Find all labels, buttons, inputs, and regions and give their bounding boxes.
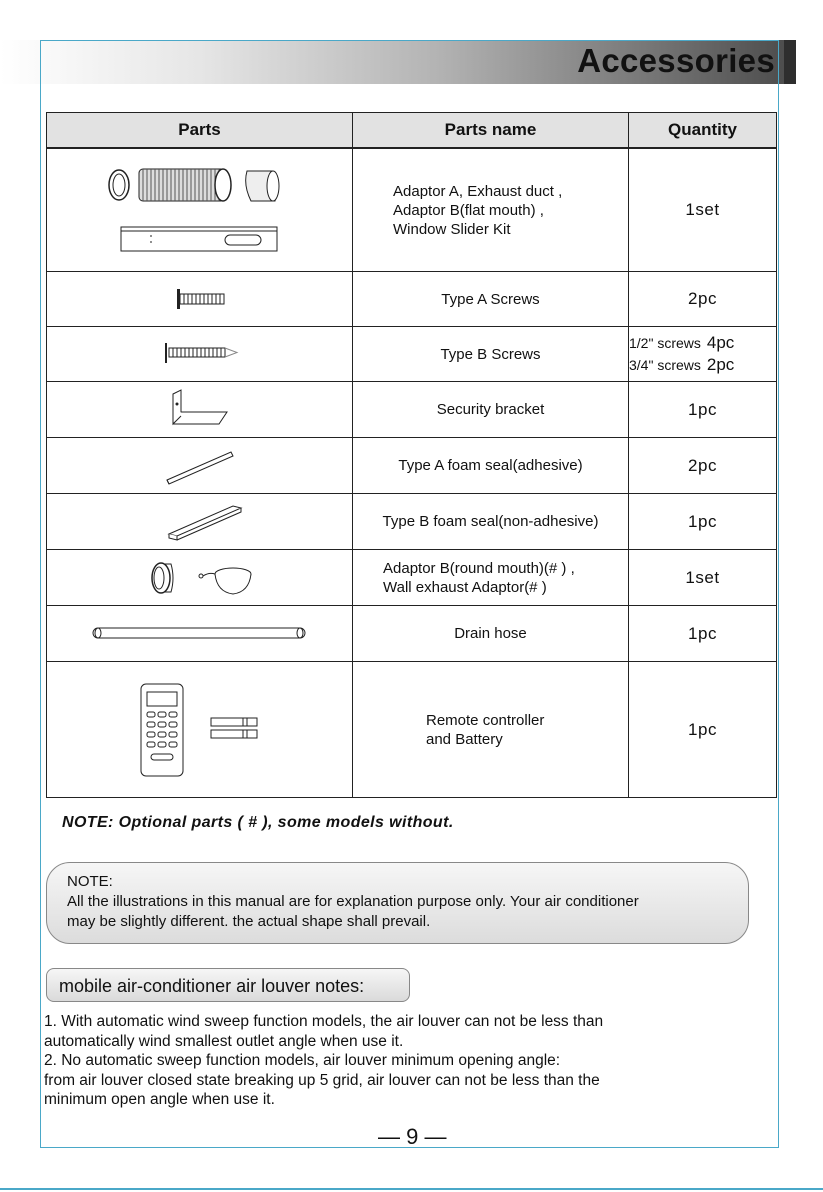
part-illustration: [47, 148, 353, 272]
part-quantity: 2pc: [629, 438, 777, 494]
page-title: Accessories: [577, 42, 775, 79]
part-quantity: 1pc: [629, 494, 777, 550]
part-name: Type A Screws: [353, 272, 629, 327]
round-adaptor-icon: [47, 550, 353, 605]
header-parts-name: Parts name: [353, 113, 629, 149]
table-row: [47, 662, 777, 798]
part-illustration: [47, 550, 353, 606]
part-illustration: [47, 662, 353, 798]
table-row: [47, 494, 777, 550]
security-bracket-icon: [47, 382, 353, 437]
part-illustration: [47, 327, 353, 382]
screw-b-icon: [47, 327, 353, 381]
part-illustration: [47, 494, 353, 550]
foam-seal-b-icon: [47, 494, 353, 549]
louver-notes-title: mobile air-conditioner air louver notes:: [46, 968, 410, 1002]
part-quantity: 1set: [629, 550, 777, 606]
table-row: [47, 272, 777, 327]
part-illustration: [47, 382, 353, 438]
part-illustration: [47, 438, 353, 494]
table-header-row: [47, 113, 777, 149]
table-row: [47, 438, 777, 494]
part-quantity: 2pc: [629, 272, 777, 327]
optional-parts-note: NOTE: Optional parts ( # ), some models without.: [62, 814, 454, 831]
screw-a-icon: [47, 272, 353, 326]
drain-hose-icon: [47, 606, 353, 661]
part-name: Type B Screws: [353, 327, 629, 382]
duct-kit-icon: [47, 149, 353, 271]
remote-battery-icon: [47, 662, 353, 797]
note-line: may be slightly different. the actual shape shall prevail.: [67, 913, 431, 930]
table-row: [47, 327, 777, 382]
part-illustration: [47, 272, 353, 327]
part-quantity: 1set: [629, 148, 777, 272]
side-tab: [784, 40, 796, 84]
part-name: Drain hose: [353, 606, 629, 662]
header-quantity: Quantity: [629, 113, 777, 149]
accessories-table: [46, 112, 777, 798]
page-number: — 9 —: [378, 1124, 447, 1149]
list-item: 2. No automatic sweep function models, air louver minimum opening angle: from air louver closed state breaking up 5 grid, air louver can not be less than the minimum open angle when use it.: [44, 1052, 600, 1108]
table-row: [47, 550, 777, 606]
table-row: [47, 382, 777, 438]
illustration-note-box: [46, 862, 749, 944]
part-illustration: [47, 606, 353, 662]
part-name: Type A foam seal(adhesive): [353, 438, 629, 494]
part-quantity: 1pc: [629, 606, 777, 662]
part-quantity: 1pc: [629, 382, 777, 438]
part-name: Type B foam seal(non-adhesive): [353, 494, 629, 550]
part-name: Adaptor A, Exhaust duct , Adaptor B(flat mouth) , Window Slider Kit: [353, 148, 629, 272]
part-name: Remote controller and Battery: [353, 662, 629, 798]
foam-seal-a-icon: [47, 438, 353, 493]
part-name: Security bracket: [353, 382, 629, 438]
part-name: Adaptor B(round mouth)(# ) , Wall exhaust Adaptor(# ): [353, 550, 629, 606]
table-row: [47, 606, 777, 662]
note-line: All the illustrations in this manual are for explanation purpose only. Your air conditioner: [67, 893, 639, 910]
bottom-rule: [0, 1188, 823, 1190]
table-row: [47, 148, 777, 272]
list-item: 1. With automatic wind sweep function models, the air louver can not be less than automatically wind smallest outlet angle when use it.: [44, 1013, 604, 1050]
note-title: NOTE:: [67, 873, 113, 890]
louver-notes-list: [44, 1012, 764, 1110]
part-quantity: 1pc: [629, 662, 777, 798]
part-quantity: 1/2" screws 4pc 3/4" screws 2pc: [629, 327, 777, 382]
header-parts: Parts: [47, 113, 353, 149]
